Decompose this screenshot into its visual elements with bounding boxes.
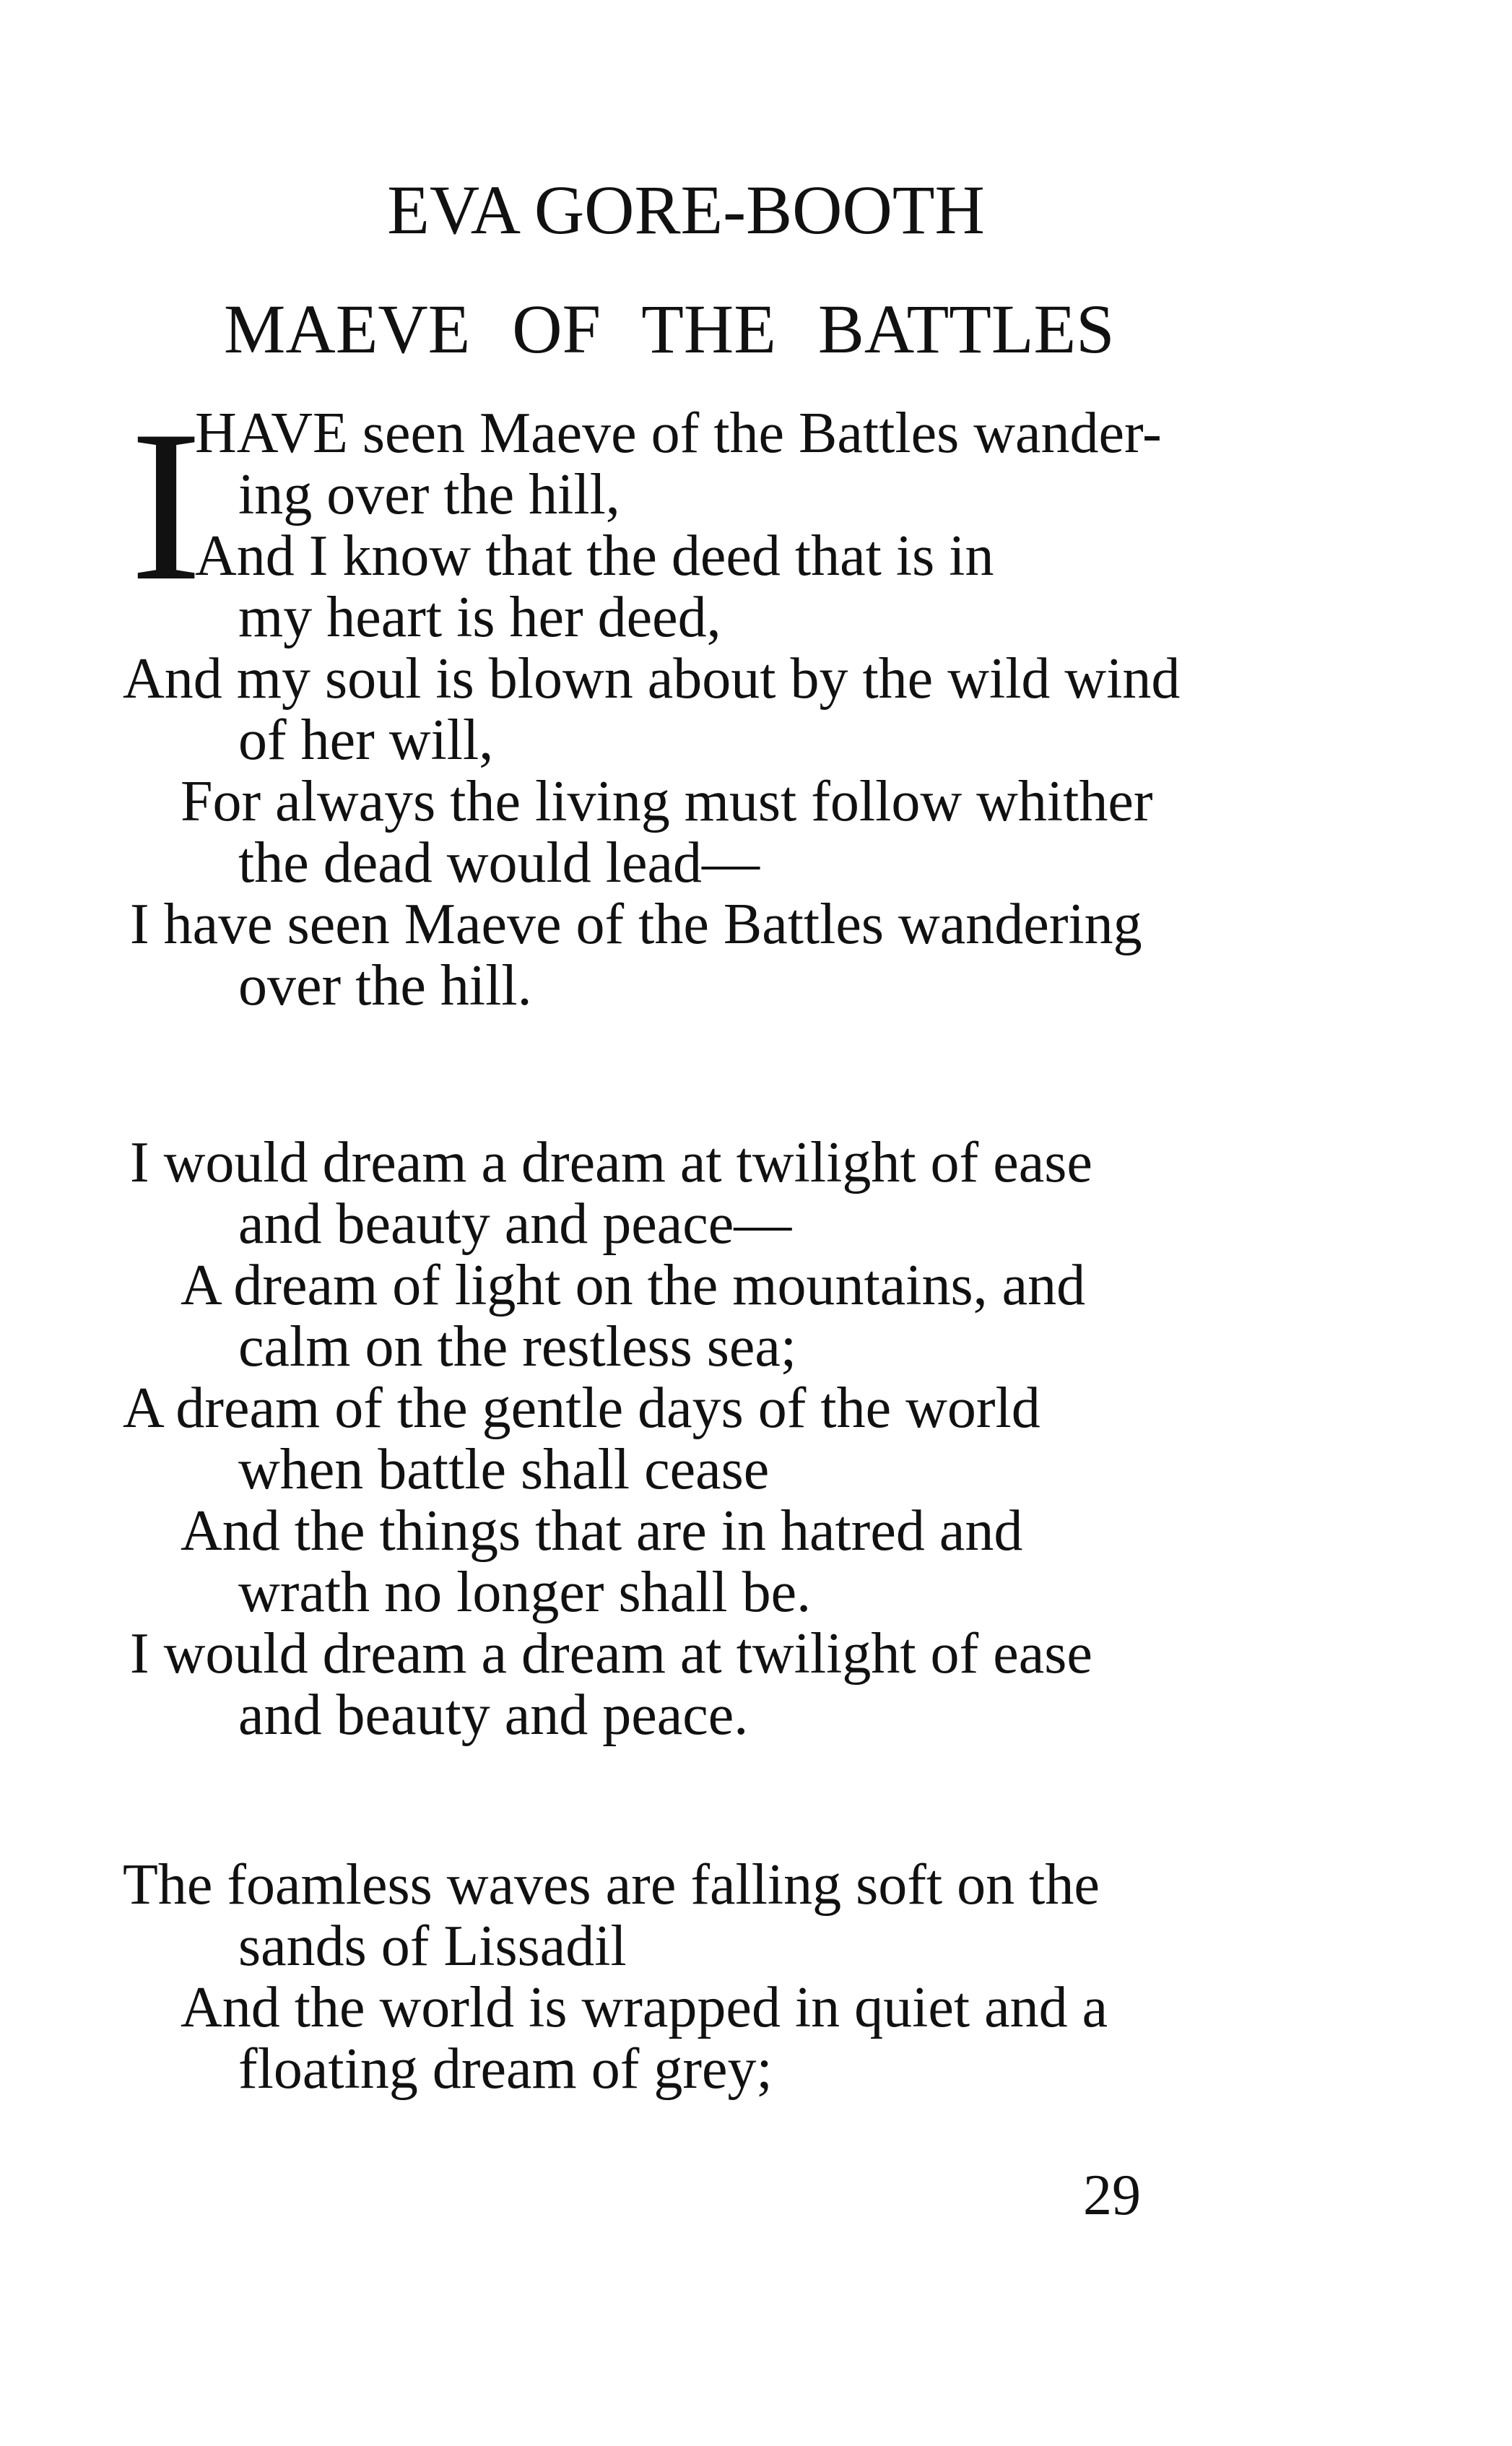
running-head: EVA GORE-BOOTH (387, 171, 985, 248)
stanza-2-line-5: A dream of the gentle days of the world (123, 1376, 1040, 1440)
stanza-2-line-1: I would dream a dream at twilight of ease (130, 1131, 1092, 1194)
stanza-1-line-5: And my soul is blown about by the wild wind (123, 647, 1181, 711)
stanza-3-line-2: sands of Lissadil (238, 1914, 627, 1978)
stanza-2-line-6: when battle shall cease (238, 1438, 770, 1501)
stanza-1-line-4: my heart is her deed, (238, 586, 721, 649)
stanza-1-line-3: And I know that the deed that is in (195, 524, 994, 588)
page-number: 29 (1083, 2164, 1141, 2227)
drop-cap: I (130, 386, 202, 625)
stanza-2-line-4: calm on the restless sea; (238, 1315, 797, 1379)
poem-title: MAEVE OF THE BATTLES (224, 290, 1115, 368)
stanza-2-line-2: and beauty and peace— (238, 1192, 792, 1256)
stanza-2-line-10: and beauty and peace. (238, 1683, 749, 1747)
stanza-2-line-8: wrath no longer shall be. (238, 1561, 812, 1624)
stanza-1-line-6: of her will, (238, 708, 494, 772)
stanza-1-line-1: HAVE seen Maeve of the Battles wander- (195, 402, 1162, 465)
stanza-2-line-9: I would dream a dream at twilight of ease (130, 1622, 1092, 1686)
stanza-3-line-3: And the world is wrapped in quiet and a (181, 1976, 1108, 2039)
stanza-1-line-7: For always the living must follow whither (181, 770, 1153, 833)
stanza-1-line-10: over the hill. (238, 954, 532, 1018)
stanza-1-line-9: I have seen Maeve of the Battles wandering (130, 893, 1142, 956)
stanza-1-line-2: ing over the hill, (238, 463, 620, 526)
stanza-1-line-8: the dead would lead— (238, 831, 760, 895)
stanza-3-line-4: floating dream of grey; (238, 2037, 773, 2101)
stanza-3-line-1: The foamless waves are falling soft on the (123, 1853, 1100, 1917)
stanza-2-line-7: And the things that are in hatred and (181, 1499, 1023, 1563)
stanza-2-line-3: A dream of light on the mountains, and (181, 1254, 1086, 1317)
